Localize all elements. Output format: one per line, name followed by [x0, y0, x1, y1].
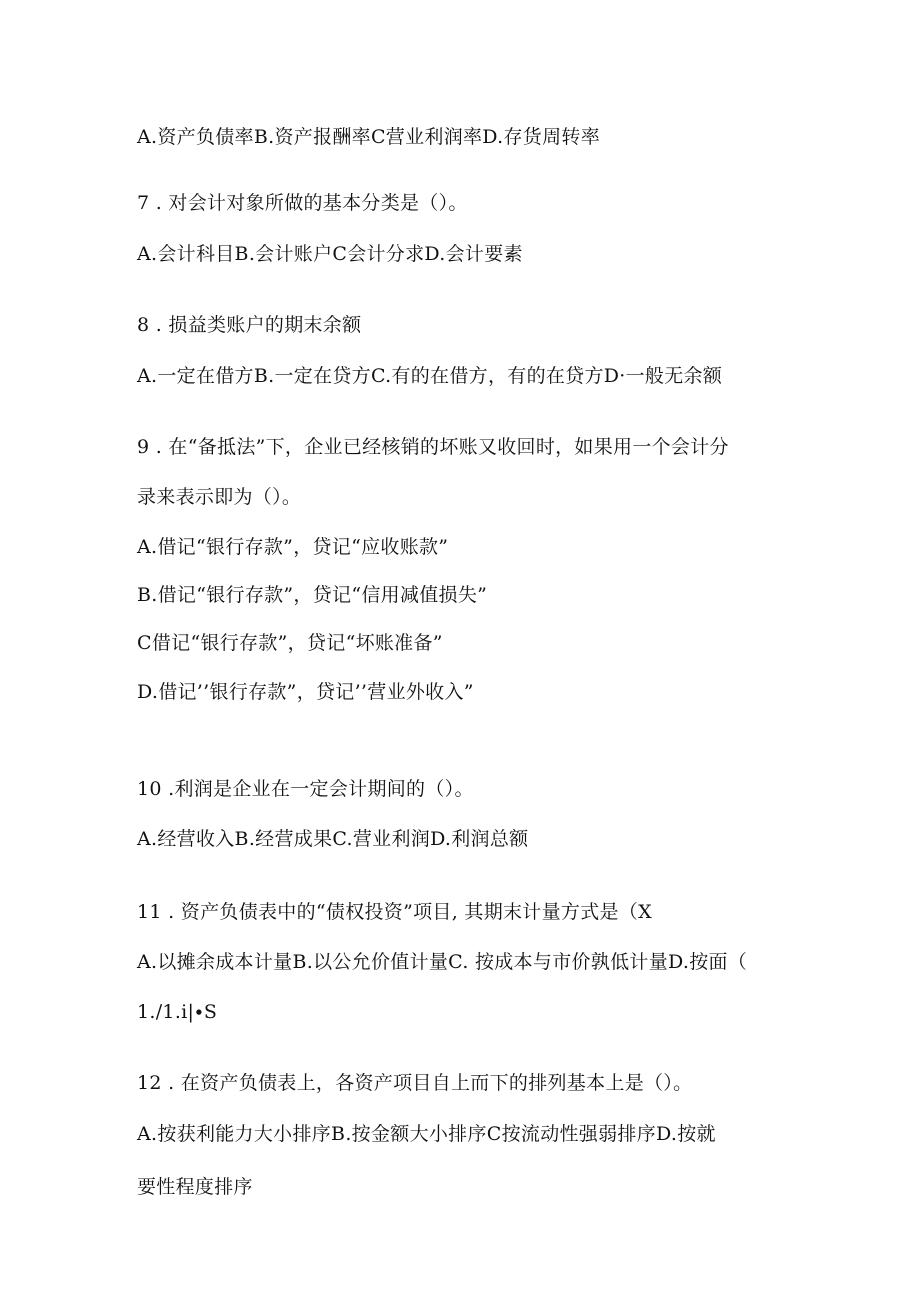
q7-question: 7 . 对会计对象所做的基本分类是（）。: [137, 192, 468, 214]
q11-options: A.以摊余成本计量B.以公允价值计量C. 按成本与市价孰低计量D.按面（: [137, 951, 748, 973]
q10-options: A.经营收入B.经营成果C.营业利润D.利润总额: [137, 828, 529, 850]
q9-question-line1: 9 . 在“备抵法”下，企业已经核销的坏账又收回时，如果用一个会计分: [137, 436, 729, 458]
q12-question: 12 . 在资产负债表上，各资产项目自上而下的排列基本上是（）。: [137, 1072, 693, 1094]
q8-question: 8 . 损益类账户的期末余额: [137, 314, 362, 336]
q8-options: A.一定在借方B.一定在贷方C.有的在借方，有的在贷方D·一般无余额: [137, 365, 723, 387]
q9-option-d: D.借记’’银行存款”，贷记’’营业外收入”: [137, 681, 474, 703]
q9-option-c: C借记“银行存款”，贷记“坏账准备”: [137, 632, 443, 654]
q9-option-b: B.借记“银行存款”，贷记“信用减值损失”: [137, 584, 488, 606]
q7-options: A.会计科目B.会计账户C会计分求D.会计要素: [137, 243, 523, 265]
q10-question: 10 .利润是企业在一定会计期间的（）。: [137, 778, 474, 800]
q12-options-continued: 要性程度排序: [137, 1176, 253, 1198]
q6-options: A.资产负债率B.资产报酬率C营业利润率D.存货周转率: [137, 126, 600, 148]
q9-question-line2: 录来表示即为（）。: [137, 486, 302, 508]
q12-options: A.按获利能力大小排序B.按金额大小排序C按流动性强弱排序D.按就: [137, 1123, 716, 1145]
q9-option-a: A.借记“银行存款”，贷记“应收账款”: [137, 536, 449, 558]
q11-options-continued: 1.∕1.i|∙S: [137, 1001, 218, 1023]
q11-question: 11 . 资产负债表中的“债权投资”项目, 其期末计量方式是（X: [137, 901, 652, 923]
